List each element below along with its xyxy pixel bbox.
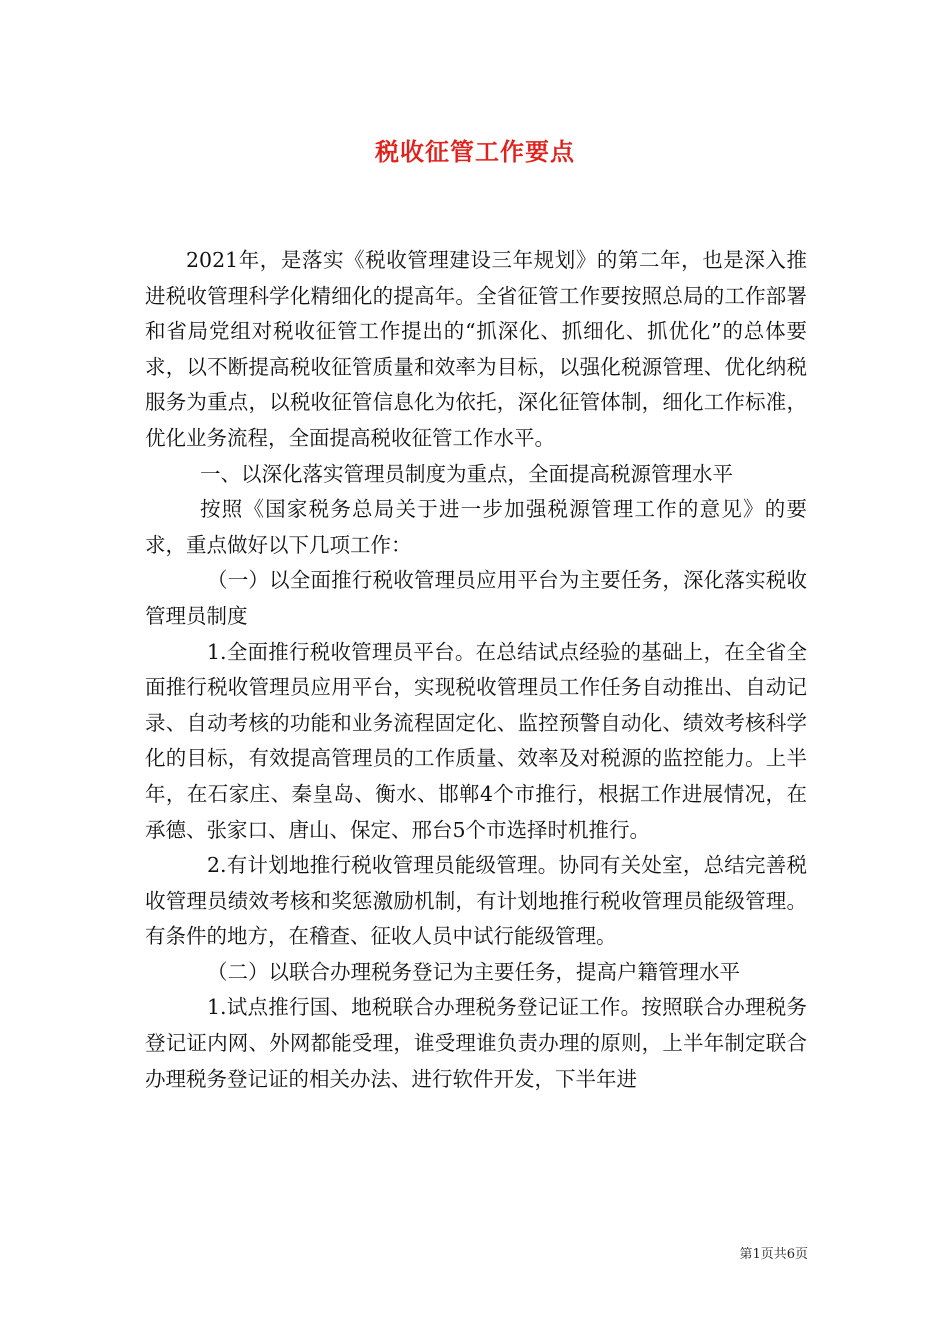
paragraph-section-1-intro: 按照《国家税务总局关于进一步加强税源管理工作的意见》的要求，重点做好以下几项工作： xyxy=(145,497,807,557)
paragraph-intro: 2021年，是落实《税收管理建设三年规划》的第二年，也是深入推进税收管理科学化精细化的提高年。全省征管工作要按照总局的工作部署和省局党组对税收征管工作提出的“抓深化、抓细化、抓优化”的总体要求，以不断提高税收征管质量和效率为目标，以强化税源管理、优化纳税服务为重点，以税收征管信息化为依托，深化征管体制，细化工作标准，优化业务流程，全面提高税收征管工作水平。 xyxy=(145,248,807,450)
paragraph-item-1-2: 2.有计划地推行税收管理员能级管理。协同有关处室，总结完善税收管理员绩效考核和奖惩激励机制，有计划地推行税收管理员能级管理。有条件的地方，在稽查、征收人员中试行能级管理。 xyxy=(145,853,807,949)
document-body xyxy=(145,243,807,1097)
document-title: 税收征管工作要点 xyxy=(375,137,575,166)
subheading-1: （一）以全面推行税收管理员应用平台为主要任务，深化落实税收管理员制度 xyxy=(145,568,807,628)
subheading-2: （二）以联合办理税务登记为主要任务，提高户籍管理水平 xyxy=(207,959,740,984)
paragraph-item-1-1: 1.全面推行税收管理员平台。在总结试点经验的基础上，在全省全面推行税收管理员应用平台，实现税收管理员工作任务自动推出、自动记录、自动考核的功能和业务流程固定化、监控预警自动化、绩效考核科学化的目标，有效提高管理员的工作质量、效率及对税源的监控能力。上半年，在石家庄、秦皇岛、衡水、邯郸4个市推行，根据工作进展情况，在承德、张家口、唐山、保定、邢台5个市选择时机推行。 xyxy=(145,639,807,842)
page-number: 第1页共6页 xyxy=(739,1247,808,1262)
heading-section-1: 一、以深化落实管理员制度为重点，全面提高税源管理水平 xyxy=(200,461,733,486)
paragraph-item-2-1: 1.试点推行国、地税联合办理税务登记证工作。按照联合办理税务登记证内网、外网都能受理，谁受理谁负责办理的原则，上半年制定联合办理税务登记证的相关办法、进行软件开发，下半年进 xyxy=(145,995,807,1091)
